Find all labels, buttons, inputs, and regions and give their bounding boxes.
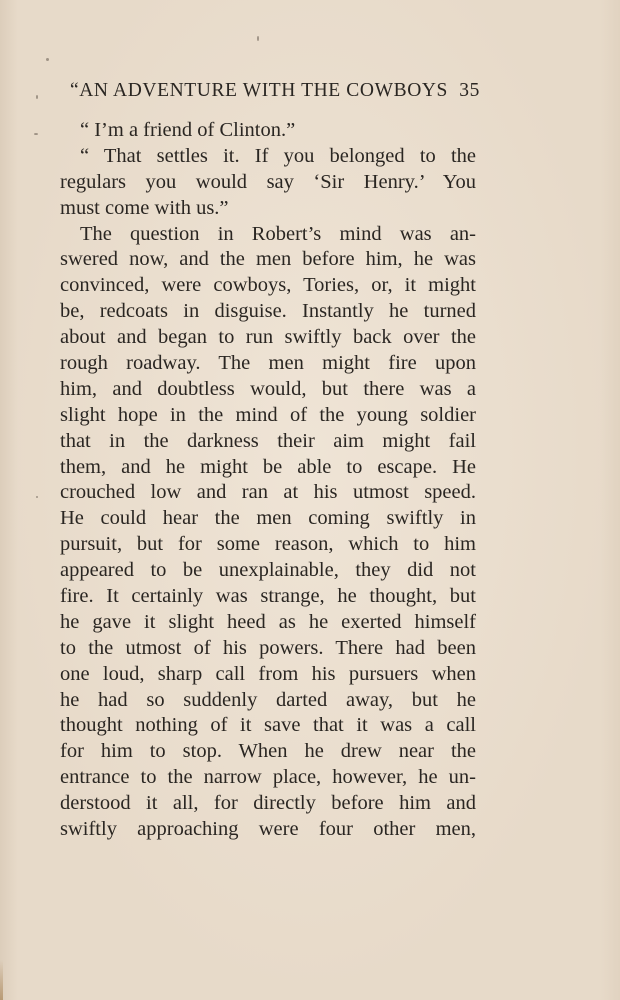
- text-line: “ I’m a friend of Clinton.”: [80, 119, 296, 141]
- ink-speck: [36, 496, 38, 498]
- text-line: fire. It certainly was strange, he thought, but: [60, 585, 476, 608]
- text-line: regulars you would say ‘Sir Henry.’ You: [60, 170, 476, 193]
- text-line: convinced, were cowboys, Tories, or, it might: [60, 274, 476, 297]
- body-text: [60, 118, 476, 843]
- text-line: He could hear the men coming swiftly in: [60, 507, 476, 530]
- ink-speck: [257, 36, 259, 41]
- text-line: swered now, and the men before him, he was: [60, 248, 476, 271]
- ink-speck: [46, 58, 49, 61]
- text-line: pursuit, but for some reason, which to him: [60, 533, 476, 556]
- text-line: crouched low and ran at his utmost speed.: [60, 481, 476, 504]
- ink-speck: [34, 133, 38, 135]
- text-line: The question in Robert’s mind was an-: [80, 222, 476, 245]
- text-line: them, and he might be able to escape. He: [60, 455, 476, 478]
- text-line: “ That settles it. If you belonged to the: [80, 144, 476, 167]
- page-edge-stain: [0, 960, 3, 1000]
- text-line: that in the darkness their aim might fail: [60, 429, 476, 452]
- ink-speck: [36, 95, 38, 99]
- text-line: appeared to be unexplainable, they did not: [60, 559, 476, 582]
- text-line: rough roadway. The men might fire upon: [60, 352, 476, 375]
- text-line: derstood it all, for directly before him and: [60, 792, 476, 815]
- running-title: “AN ADVENTURE WITH THE COWBOYS: [70, 80, 448, 101]
- text-line: him, and doubtless would, but there was a: [60, 377, 476, 400]
- text-line: must come with us.”: [60, 196, 229, 219]
- text-line: thought nothing of it save that it was a call: [60, 714, 476, 737]
- text-line: he gave it slight heed as he exerted himself: [60, 610, 476, 633]
- text-line: one loud, sharp call from his pursuers when: [60, 662, 476, 685]
- text-line: swiftly approaching were four other men,: [60, 818, 476, 841]
- text-line: slight hope in the mind of the young soldier: [60, 403, 476, 426]
- text-line: about and began to run swiftly back over the: [60, 326, 476, 349]
- text-line: entrance to the narrow place, however, he un-: [60, 766, 476, 789]
- text-line: be, redcoats in disguise. Instantly he turned: [60, 300, 476, 323]
- text-line: he had so suddenly darted away, but he: [60, 688, 476, 711]
- page-number: 35: [459, 80, 480, 101]
- text-line: to the utmost of his powers. There had been: [60, 636, 476, 659]
- running-header: [70, 80, 480, 110]
- text-line: for him to stop. When he drew near the: [60, 740, 476, 763]
